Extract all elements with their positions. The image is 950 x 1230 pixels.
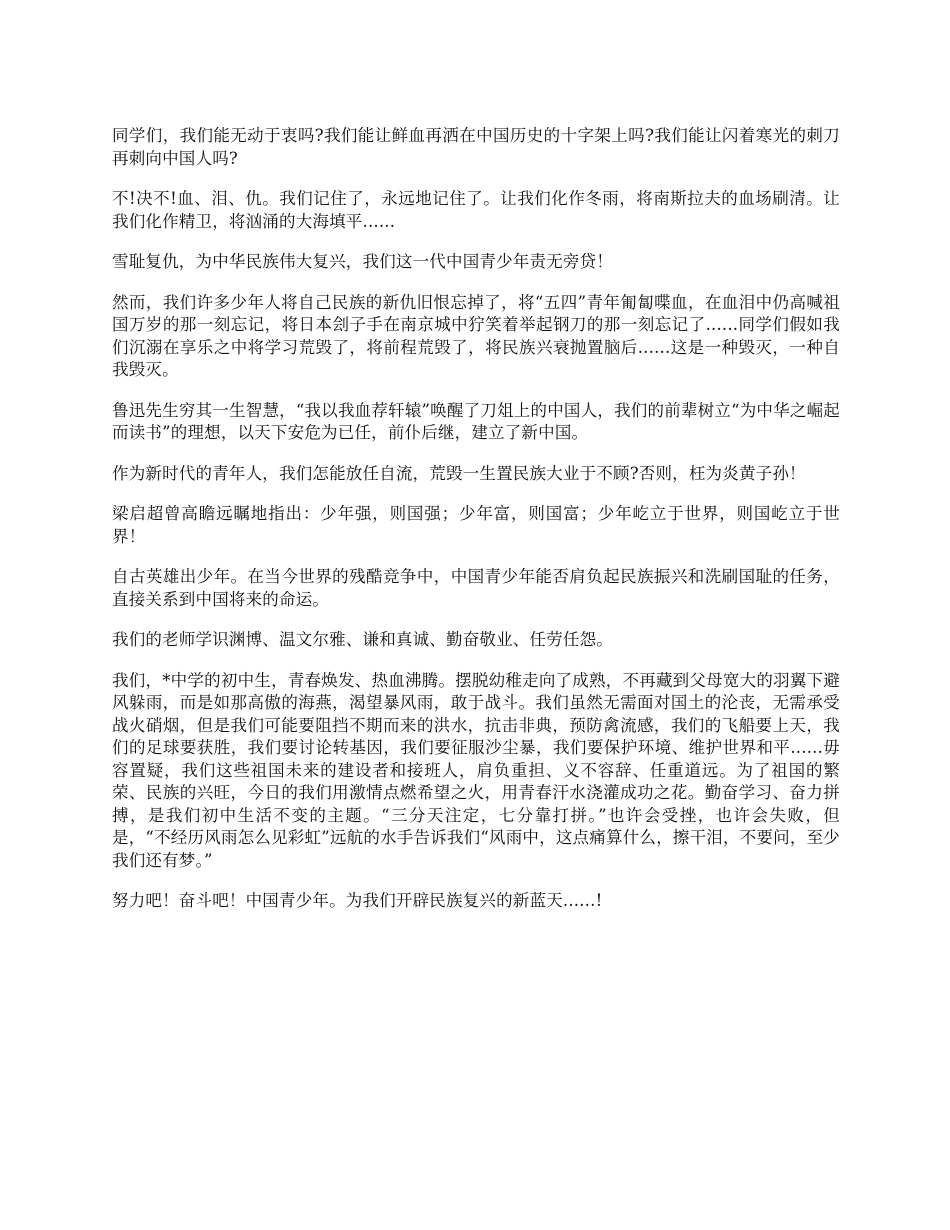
paragraph: 梁启超曾高瞻远瞩地指出：少年强，则国强；少年富，则国富；少年屹立于世界，则国屹立于世界！ xyxy=(112,504,840,546)
paragraph: 自古英雄出少年。在当今世界的残酷竞争中，中国青少年能否肩负起民族振兴和洗刷国耻的任务，直接关系到中国将来的命运。 xyxy=(112,567,840,609)
paragraph: 然而，我们许多少年人将自己民族的新仇旧恨忘掉了，将“五四”青年匍匐喋血，在血泪中仍高喊祖国万岁的那一刻忘记，将日本刽子手在南京城中狞笑着举起钢刀的那一刻忘记了......同学们假如我们沉溺在享乐之中将学习荒毁了，将前程荒毁了，将民族兴衰抛置脑后......这是一种毁灭，一种自我毁灭。 xyxy=(112,292,840,379)
paragraph: 鲁迅先生穷其一生智慧，“我以我血荐轩辕”唤醒了刀俎上的中国人，我们的前辈树立“为中华之崛起而读书”的理想，以天下安危为已任，前仆后继，建立了新中国。 xyxy=(112,400,840,442)
paragraph: 我们的老师学识渊博、温文尔雅、谦和真诚、勤奋敬业、任劳任怨。 xyxy=(112,630,613,649)
paragraph: 不!决不!血、泪、仇。我们记住了，永远地记住了。让我们化作冬雨，将南斯拉夫的血场刷清。让我们化作精卫，将汹涌的大海填平...... xyxy=(112,189,840,231)
paragraph: 努力吧！奋斗吧！中国青少年。为我们开辟民族复兴的新蓝天......! xyxy=(112,891,603,910)
paragraph: 作为新时代的青年人，我们怎能放任自流，荒毁一生置民族大业于不顾?否则，枉为炎黄子孙！ xyxy=(112,463,806,483)
paragraph: 雪耻复仇，为中华民族伟大复兴，我们这一代中国青少年责无旁贷！ xyxy=(112,252,613,271)
paragraph: 我们，*中学的初中生，青春焕发、热血沸腾。摆脱幼稚走向了成熟，不再藏到父母宽大的羽翼下避风躲雨，而是如那高傲的海燕，渴望暴风雨，敢于战斗。我们虽然无需面对国土的沦丧，无需承受战火硝烟，但是我们可能要阻挡不期而来的洪水，抗击非典，预防禽流感，我们的飞船要上天，我们的足球要获胜，我们要讨论转基因，我们要征服沙尘暴，我们要保护环境、维护世界和平......毋容置疑，我们这些祖国未来的建设者和接班人，肩负重担、义不容辞、任重道远。为了祖国的繁荣、民族的兴旺，今日的我们用激情点燃希望之火，用青春汗水浇灌成功之花。勤奋学习、奋力拼搏，是我们初中生活不变的主题。“三分天注定，七分靠打拼。”也许会受挫，也许会失败，但是，“不经历风雨怎么见彩虹”远航的水手告诉我们“风雨中，这点痛算什么，擦干泪，不要问，至少我们还有梦。” xyxy=(112,670,840,870)
paragraph: 同学们，我们能无动于衷吗?我们能让鲜血再洒在中国历史的十字架上吗?我们能让闪着寒光的刺刀再刺向中国人吗? xyxy=(112,126,840,168)
